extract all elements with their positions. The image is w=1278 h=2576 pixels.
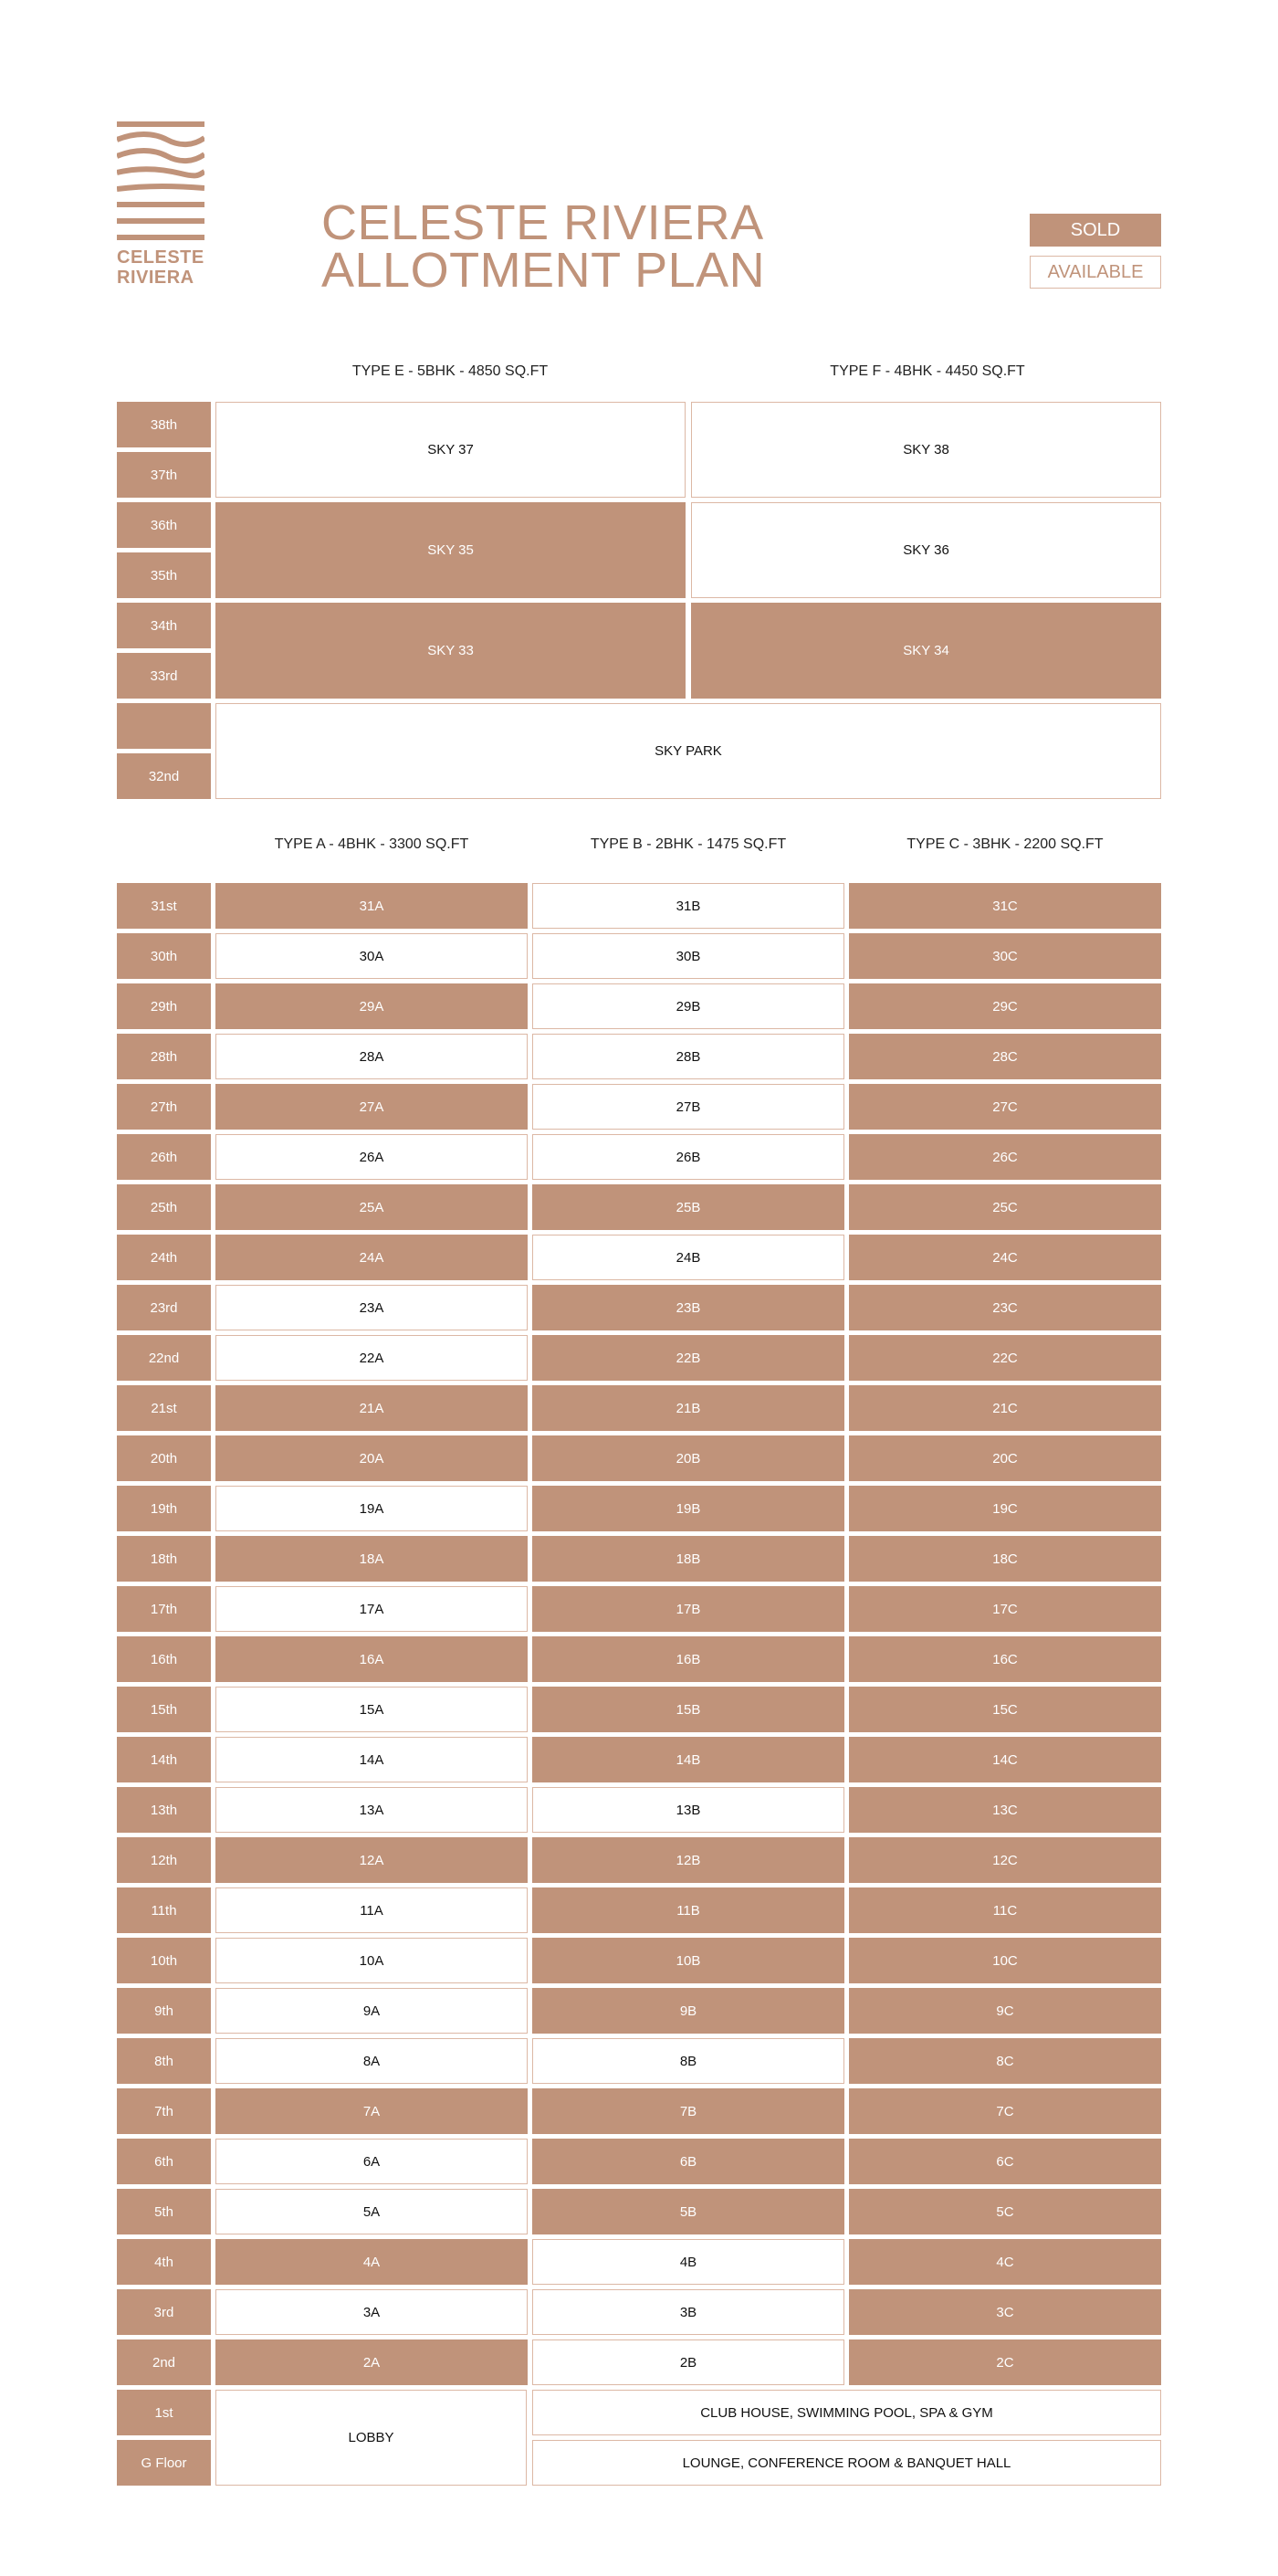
floor-label: 22nd [117, 1335, 211, 1381]
floor-label: 9th [117, 1988, 211, 2034]
floor-label: G Floor [117, 2440, 211, 2486]
floor-label: 28th [117, 1034, 211, 1079]
unit-31c[interactable]: 31C [849, 883, 1161, 929]
floor-label: 37th [117, 452, 211, 498]
floor-label: 14th [117, 1737, 211, 1782]
unit-29a[interactable]: 29A [215, 983, 528, 1029]
unit-16c[interactable]: 16C [849, 1636, 1161, 1682]
unit-sky-37[interactable]: SKY 37 [215, 402, 686, 498]
unit-26b[interactable]: 26B [532, 1134, 844, 1180]
unit-14a[interactable]: 14A [215, 1737, 528, 1782]
floor-label: 25th [117, 1184, 211, 1230]
unit-9a[interactable]: 9A [215, 1988, 528, 2034]
floor-label: 16th [117, 1636, 211, 1682]
unit-8a[interactable]: 8A [215, 2038, 528, 2084]
floor-label: 2nd [117, 2339, 211, 2385]
floor-label: 3rd [117, 2289, 211, 2335]
unit-2c[interactable]: 2C [849, 2339, 1161, 2385]
unit-4b[interactable]: 4B [532, 2239, 844, 2285]
unit-4a[interactable]: 4A [215, 2239, 528, 2285]
unit-18a[interactable]: 18A [215, 1536, 528, 1582]
unit-25c[interactable]: 25C [849, 1184, 1161, 1230]
floor-label: 26th [117, 1134, 211, 1180]
floor-label: 20th [117, 1435, 211, 1481]
unit-22c[interactable]: 22C [849, 1335, 1161, 1381]
unit-13c[interactable]: 13C [849, 1787, 1161, 1833]
unit-12b[interactable]: 12B [532, 1837, 844, 1883]
unit-6b[interactable]: 6B [532, 2139, 844, 2184]
unit-16a[interactable]: 16A [215, 1636, 528, 1682]
unit-26a[interactable]: 26A [215, 1134, 528, 1180]
unit-8b[interactable]: 8B [532, 2038, 844, 2084]
unit-sky-35[interactable]: SKY 35 [215, 502, 686, 598]
floor-label: 27th [117, 1084, 211, 1130]
unit-13b[interactable]: 13B [532, 1787, 844, 1833]
unit-7b[interactable]: 7B [532, 2088, 844, 2134]
floor-label: 23rd [117, 1285, 211, 1330]
floor-label [117, 703, 211, 749]
floor-label: 21st [117, 1385, 211, 1431]
floor-label: 38th [117, 402, 211, 447]
floor-label: 31st [117, 883, 211, 929]
floor-label: 30th [117, 933, 211, 979]
type-f-heading: TYPE F - 4BHK - 4450 SQ.FT [830, 363, 1025, 379]
unit-5a[interactable]: 5A [215, 2189, 528, 2234]
floor-label: 35th [117, 552, 211, 598]
unit-17a[interactable]: 17A [215, 1586, 528, 1632]
unit-12c[interactable]: 12C [849, 1837, 1161, 1883]
unit-18b[interactable]: 18B [532, 1536, 844, 1582]
unit-17b[interactable]: 17B [532, 1586, 844, 1632]
unit-sky-34[interactable]: SKY 34 [691, 603, 1161, 699]
unit-18c[interactable]: 18C [849, 1536, 1161, 1582]
unit-19b[interactable]: 19B [532, 1486, 844, 1531]
unit-17c[interactable]: 17C [849, 1586, 1161, 1632]
unit-11b[interactable]: 11B [532, 1887, 844, 1933]
unit-20c[interactable]: 20C [849, 1435, 1161, 1481]
unit-sky-36[interactable]: SKY 36 [691, 502, 1161, 598]
floor-label: 36th [117, 502, 211, 548]
unit-22a[interactable]: 22A [215, 1335, 528, 1381]
unit-31a[interactable]: 31A [215, 883, 528, 929]
unit-10c[interactable]: 10C [849, 1938, 1161, 1983]
floor-label: 13th [117, 1787, 211, 1833]
logo [117, 121, 204, 288]
unit-21c[interactable]: 21C [849, 1385, 1161, 1431]
unit-24b[interactable]: 24B [532, 1235, 844, 1280]
floor-label: 18th [117, 1536, 211, 1582]
unit-27a[interactable]: 27A [215, 1084, 528, 1130]
unit-27b[interactable]: 27B [532, 1084, 844, 1130]
unit-30c[interactable]: 30C [849, 933, 1161, 979]
unit-sky-38[interactable]: SKY 38 [691, 402, 1161, 498]
floor-label: 17th [117, 1586, 211, 1632]
unit-6a[interactable]: 6A [215, 2139, 528, 2184]
unit-sky-33[interactable]: SKY 33 [215, 603, 686, 699]
floor-label: 32nd [117, 753, 211, 799]
unit-30a[interactable]: 30A [215, 933, 528, 979]
unit-23a[interactable]: 23A [215, 1285, 528, 1330]
legend-available: AVAILABLE [1030, 256, 1161, 289]
logo-text-line1: CELESTE [117, 247, 204, 268]
unit-23c[interactable]: 23C [849, 1285, 1161, 1330]
legend-sold: SOLD [1030, 214, 1161, 247]
unit-12a[interactable]: 12A [215, 1837, 528, 1883]
unit-3a[interactable]: 3A [215, 2289, 528, 2335]
unit-20a[interactable]: 20A [215, 1435, 528, 1481]
unit-14c[interactable]: 14C [849, 1737, 1161, 1782]
unit-28c[interactable]: 28C [849, 1034, 1161, 1079]
unit-2b[interactable]: 2B [532, 2339, 844, 2385]
floor-label: 24th [117, 1235, 211, 1280]
unit-8c[interactable]: 8C [849, 2038, 1161, 2084]
floor-label: 29th [117, 983, 211, 1029]
unit-16b[interactable]: 16B [532, 1636, 844, 1682]
lobby: LOBBY [215, 2390, 527, 2486]
unit-29b[interactable]: 29B [532, 983, 844, 1029]
unit-10b[interactable]: 10B [532, 1938, 844, 1983]
unit-3c[interactable]: 3C [849, 2289, 1161, 2335]
unit-19c[interactable]: 19C [849, 1486, 1161, 1531]
unit-3b[interactable]: 3B [532, 2289, 844, 2335]
unit-6c[interactable]: 6C [849, 2139, 1161, 2184]
floor-label: 8th [117, 2038, 211, 2084]
type-a-heading: TYPE A - 4BHK - 3300 SQ.FT [274, 836, 469, 852]
unit-25b[interactable]: 25B [532, 1184, 844, 1230]
unit-19a[interactable]: 19A [215, 1486, 528, 1531]
floor-label: 5th [117, 2189, 211, 2234]
type-c-heading: TYPE C - 3BHK - 2200 SQ.FT [906, 836, 1104, 852]
unit-20b[interactable]: 20B [532, 1435, 844, 1481]
unit-30b[interactable]: 30B [532, 933, 844, 979]
unit-15a[interactable]: 15A [215, 1687, 528, 1732]
waves-icon [117, 121, 204, 242]
unit-24c[interactable]: 24C [849, 1235, 1161, 1280]
unit-28b[interactable]: 28B [532, 1034, 844, 1079]
unit-24a[interactable]: 24A [215, 1235, 528, 1280]
unit-31b[interactable]: 31B [532, 883, 844, 929]
unit-11a[interactable]: 11A [215, 1887, 528, 1933]
floor-label: 4th [117, 2239, 211, 2285]
unit-9b[interactable]: 9B [532, 1988, 844, 2034]
floor-label: 33rd [117, 653, 211, 699]
page-title [321, 195, 766, 298]
unit-15b[interactable]: 15B [532, 1687, 844, 1732]
unit-2a[interactable]: 2A [215, 2339, 528, 2385]
floor-label: 12th [117, 1837, 211, 1883]
unit-21a[interactable]: 21A [215, 1385, 528, 1431]
floor-label: 1st [117, 2390, 211, 2435]
unit-5c[interactable]: 5C [849, 2189, 1161, 2234]
unit-14b[interactable]: 14B [532, 1737, 844, 1782]
unit-11c[interactable]: 11C [849, 1887, 1161, 1933]
unit-26c[interactable]: 26C [849, 1134, 1161, 1180]
unit-5b[interactable]: 5B [532, 2189, 844, 2234]
unit-13a[interactable]: 13A [215, 1787, 528, 1833]
unit-22b[interactable]: 22B [532, 1335, 844, 1381]
unit-10a[interactable]: 10A [215, 1938, 528, 1983]
title-line1: CELESTE RIVIERA [321, 195, 764, 250]
unit-29c[interactable]: 29C [849, 983, 1161, 1029]
unit-23b[interactable]: 23B [532, 1285, 844, 1330]
logo-text-line2: RIVIERA [117, 268, 194, 288]
floor-label: 10th [117, 1938, 211, 1983]
lounge-amenity: LOUNGE, CONFERENCE ROOM & BANQUET HALL [532, 2440, 1161, 2486]
unit-27c[interactable]: 27C [849, 1084, 1161, 1130]
unit-4c[interactable]: 4C [849, 2239, 1161, 2285]
title-line2: ALLOTMENT PLAN [321, 243, 766, 298]
unit-28a[interactable]: 28A [215, 1034, 528, 1079]
club-house-amenity: CLUB HOUSE, SWIMMING POOL, SPA & GYM [532, 2390, 1161, 2435]
floor-label: 11th [117, 1887, 211, 1933]
unit-25a[interactable]: 25A [215, 1184, 528, 1230]
unit-15c[interactable]: 15C [849, 1687, 1161, 1732]
floor-label: 7th [117, 2088, 211, 2134]
unit-7c[interactable]: 7C [849, 2088, 1161, 2134]
floor-label: 6th [117, 2139, 211, 2184]
unit-7a[interactable]: 7A [215, 2088, 528, 2134]
type-b-heading: TYPE B - 2BHK - 1475 SQ.FT [590, 836, 787, 852]
floor-label: 34th [117, 603, 211, 648]
floor-label: 15th [117, 1687, 211, 1732]
floor-label: 19th [117, 1486, 211, 1531]
unit-9c[interactable]: 9C [849, 1988, 1161, 2034]
type-e-heading: TYPE E - 5BHK - 4850 SQ.FT [351, 363, 549, 379]
unit-sky-park[interactable]: SKY PARK [215, 703, 1161, 799]
unit-21b[interactable]: 21B [532, 1385, 844, 1431]
